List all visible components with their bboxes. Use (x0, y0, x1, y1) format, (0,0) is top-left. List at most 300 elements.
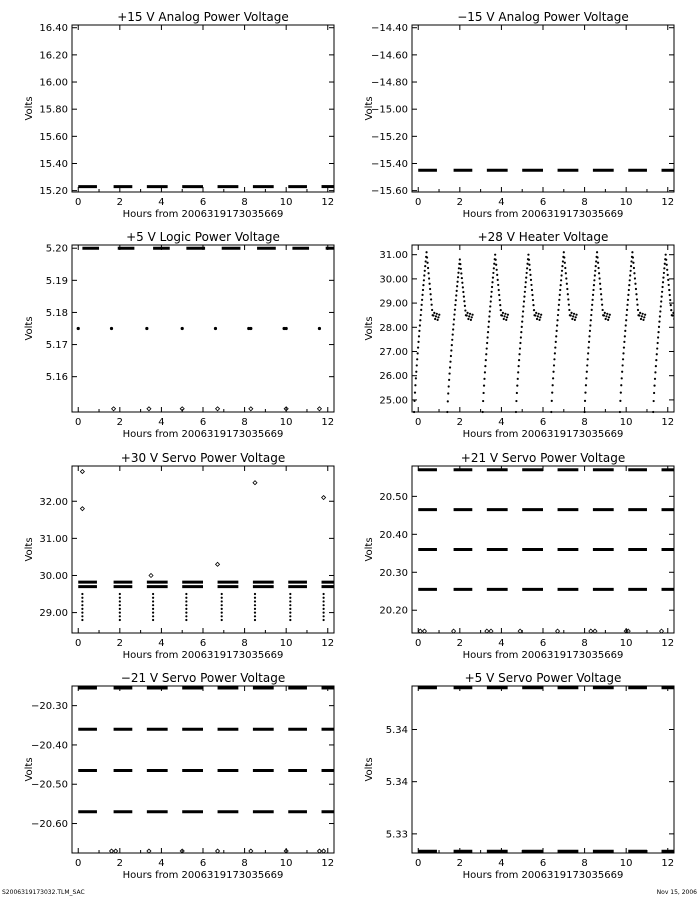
data-point (488, 321, 490, 323)
x-tick-label: 6 (199, 638, 207, 649)
y-tick-label: 29.00 (379, 298, 408, 310)
data-point (446, 411, 448, 413)
data-point (518, 365, 520, 367)
data-point (632, 256, 634, 258)
data-point (149, 573, 153, 577)
data-point (492, 272, 494, 274)
data-point (452, 323, 454, 325)
data-point (555, 335, 557, 337)
data-point (630, 260, 632, 262)
data-point (221, 608, 223, 610)
data-point (635, 288, 637, 290)
data-point (424, 270, 426, 272)
data-point (415, 371, 417, 373)
data-point (628, 284, 630, 286)
data-point (416, 364, 418, 366)
chart-title: +28 V Heater Voltage (477, 230, 609, 244)
chart-panel (24, 230, 334, 440)
data-point (456, 285, 458, 287)
data-point (496, 269, 498, 271)
chart-panel (24, 10, 334, 220)
data-point (557, 309, 559, 311)
data-point (652, 411, 654, 413)
data-point (454, 309, 456, 311)
data-point (81, 604, 83, 606)
data-point (668, 284, 670, 286)
data-point (559, 294, 561, 296)
data-point (656, 347, 658, 349)
x-tick-label: 4 (158, 638, 165, 649)
date-label: Nov 15, 2006 (656, 889, 697, 896)
data-point (80, 507, 84, 511)
y-axis-label: Volts (24, 757, 35, 782)
data-point (638, 314, 640, 316)
data-point (488, 315, 490, 317)
x-tick-label: 6 (539, 858, 547, 869)
x-axis-label: Hours from 2006319173035669 (122, 870, 284, 881)
data-point (464, 309, 466, 311)
data-point (655, 365, 657, 367)
x-tick-label: 4 (498, 417, 505, 428)
data-point (414, 384, 416, 386)
data-point (589, 330, 591, 332)
data-point (591, 309, 593, 311)
x-tick-label: 4 (498, 858, 505, 869)
data-point (254, 604, 256, 606)
data-point (422, 284, 424, 286)
x-tick-label: 12 (321, 858, 335, 869)
data-point (498, 289, 500, 291)
x-tick-label: 10 (279, 417, 293, 428)
data-point (483, 385, 485, 387)
chart-panel (364, 451, 674, 661)
data-point (584, 392, 586, 394)
data-point (110, 849, 114, 853)
data-point (81, 608, 83, 610)
data-point (152, 604, 154, 606)
data-point (540, 314, 542, 316)
data-point (492, 276, 494, 278)
data-point (628, 289, 630, 291)
data-point (666, 269, 668, 271)
data-point (574, 319, 576, 321)
data-point (483, 378, 485, 380)
data-point (431, 309, 433, 311)
x-tick-label: 10 (279, 197, 293, 208)
data-point (221, 604, 223, 606)
y-tick-label: 16.00 (39, 77, 68, 89)
data-point (430, 293, 432, 295)
data-point (456, 281, 458, 283)
data-point (450, 355, 452, 357)
data-point (429, 288, 431, 290)
data-point (500, 309, 502, 311)
data-point (81, 600, 83, 602)
data-point (323, 604, 325, 606)
data-point (322, 496, 326, 500)
data-point (426, 262, 428, 264)
data-point (81, 619, 83, 621)
data-point (518, 353, 520, 355)
x-tick-label: 2 (456, 638, 464, 649)
x-tick-label: 2 (116, 417, 124, 428)
data-point (114, 849, 118, 853)
y-tick-label: 5.17 (45, 340, 68, 352)
data-point (289, 608, 291, 610)
data-point (659, 315, 661, 317)
data-point (454, 304, 456, 306)
data-point (524, 286, 526, 288)
data-point (425, 260, 427, 262)
data-layer (418, 688, 674, 852)
data-point (449, 361, 451, 363)
data-point (670, 309, 672, 311)
data-point (493, 263, 495, 265)
data-point (216, 849, 220, 853)
data-point (634, 277, 636, 279)
data-point (285, 327, 288, 330)
data-point (675, 313, 677, 315)
y-tick-label: 29.00 (39, 608, 68, 620)
data-point (497, 284, 499, 286)
data-point (323, 619, 325, 621)
data-point (588, 335, 590, 337)
y-tick-label: 20.20 (379, 605, 408, 617)
x-tick-label: 0 (415, 858, 422, 869)
data-point (437, 316, 439, 318)
data-point (419, 324, 421, 326)
chart-panel (364, 671, 674, 881)
data-point (516, 392, 518, 394)
data-point (467, 318, 469, 320)
data-point (667, 279, 669, 281)
y-tick-label: 25.00 (379, 395, 408, 407)
data-point (554, 352, 556, 354)
x-tick-label: 12 (321, 417, 335, 428)
data-point (602, 309, 604, 311)
data-point (568, 309, 570, 311)
data-point (556, 319, 558, 321)
data-point (289, 593, 291, 595)
data-point (589, 324, 591, 326)
data-point (119, 604, 121, 606)
data-point (653, 392, 655, 394)
data-point (600, 293, 602, 295)
data-point (523, 300, 525, 302)
data-point (463, 300, 465, 302)
data-point (558, 299, 560, 301)
data-point (181, 327, 184, 330)
data-point (461, 277, 463, 279)
data-point (583, 411, 585, 413)
data-point (637, 309, 639, 311)
data-point (523, 296, 525, 298)
data-point (249, 327, 252, 330)
data-point (420, 309, 422, 311)
data-point (669, 294, 671, 296)
data-point (561, 265, 563, 267)
data-point (655, 359, 657, 361)
data-point (643, 316, 645, 318)
data-point (254, 619, 256, 621)
data-point (426, 256, 428, 258)
x-tick-label: 12 (661, 858, 675, 869)
x-tick-label: 2 (116, 638, 124, 649)
data-point (562, 260, 564, 262)
x-tick-label: 2 (456, 858, 464, 869)
data-point (560, 274, 562, 276)
data-point (529, 274, 531, 276)
data-point (119, 608, 121, 610)
data-point (437, 319, 439, 321)
data-point (216, 562, 220, 566)
data-point (665, 259, 667, 261)
data-point (495, 264, 497, 266)
data-point (147, 407, 151, 411)
data-point (631, 251, 633, 253)
x-tick-label: 2 (456, 197, 464, 208)
data-point (590, 314, 592, 316)
data-point (491, 286, 493, 288)
data-point (119, 619, 121, 621)
data-point (622, 364, 624, 366)
data-point (152, 611, 154, 613)
x-tick-label: 0 (415, 197, 422, 208)
data-point (417, 346, 419, 348)
data-point (525, 276, 527, 278)
data-point (323, 600, 325, 602)
data-point (425, 251, 427, 253)
data-point (432, 314, 434, 316)
data-point (482, 392, 484, 394)
data-point (457, 276, 459, 278)
data-point (632, 262, 634, 264)
y-tick-label: −15.40 (370, 158, 408, 170)
data-point (599, 283, 601, 285)
data-point (566, 288, 568, 290)
data-point (527, 254, 529, 256)
data-point (534, 314, 536, 316)
data-point (438, 314, 440, 316)
data-point (561, 270, 563, 272)
x-tick-label: 8 (241, 638, 248, 649)
data-point (640, 318, 642, 320)
data-point (653, 400, 655, 402)
chart-panel (24, 671, 334, 881)
data-point (592, 294, 594, 296)
data-point (430, 298, 432, 300)
data-point (521, 321, 523, 323)
data-point (147, 849, 151, 853)
data-point (464, 305, 466, 307)
data-point (567, 298, 569, 300)
data-point (639, 312, 641, 314)
x-tick-label: 8 (581, 197, 588, 208)
data-point (485, 353, 487, 355)
data-point (486, 342, 488, 344)
data-point (526, 272, 528, 274)
x-tick-label: 8 (581, 858, 588, 869)
y-tick-label: 30.00 (39, 570, 68, 582)
data-point (119, 615, 121, 617)
data-point (570, 314, 572, 316)
data-point (668, 289, 670, 291)
y-tick-label: 16.40 (39, 23, 68, 35)
data-point (623, 341, 625, 343)
data-point (670, 304, 672, 306)
data-point (625, 324, 627, 326)
data-point (487, 326, 489, 328)
data-point (608, 316, 610, 318)
y-tick-label: 30.00 (379, 274, 408, 286)
y-tick-label: 16.20 (39, 50, 68, 62)
data-point (452, 328, 454, 330)
data-point (516, 385, 518, 387)
data-point (521, 326, 523, 328)
data-point (587, 346, 589, 348)
data-point (433, 312, 435, 314)
x-tick-label: 10 (619, 417, 633, 428)
data-point (428, 283, 430, 285)
data-point (427, 272, 429, 274)
data-point (568, 304, 570, 306)
data-point (455, 299, 457, 301)
data-point (572, 315, 574, 317)
data-point (565, 277, 567, 279)
x-tick-label: 2 (456, 417, 464, 428)
y-tick-label: 5.18 (45, 307, 68, 319)
data-point (254, 600, 256, 602)
data-point (515, 400, 517, 402)
data-point (484, 371, 486, 373)
x-tick-label: 0 (75, 858, 82, 869)
data-point (497, 279, 499, 281)
data-point (530, 279, 532, 281)
data-point (323, 597, 325, 599)
data-point (423, 279, 425, 281)
data-point (459, 258, 461, 260)
data-point (434, 318, 436, 320)
data-point (519, 347, 521, 349)
x-tick-label: 4 (498, 197, 505, 208)
data-point (419, 319, 421, 321)
data-point (81, 615, 83, 617)
x-axis-label: Hours from 2006319173035669 (122, 209, 284, 220)
data-point (185, 608, 187, 610)
data-point (499, 304, 501, 306)
data-point (152, 600, 154, 602)
data-point (447, 392, 449, 394)
y-tick-label: −15.20 (370, 131, 408, 143)
y-axis-label: Volts (24, 537, 35, 562)
x-tick-label: 12 (321, 197, 335, 208)
data-point (458, 267, 460, 269)
data-point (538, 313, 540, 315)
data-point (490, 300, 492, 302)
data-point (676, 319, 678, 321)
y-tick-label: 15.20 (39, 186, 68, 198)
y-tick-label: −15.00 (370, 104, 408, 116)
data-point (487, 331, 489, 333)
data-point (491, 291, 493, 293)
y-axis-label: Volts (364, 537, 375, 562)
x-tick-label: 6 (539, 197, 547, 208)
data-point (185, 600, 187, 602)
data-point (254, 615, 256, 617)
chart-panel (364, 10, 674, 220)
data-point (624, 335, 626, 337)
data-point (633, 267, 635, 269)
x-tick-label: 0 (75, 197, 82, 208)
data-point (421, 304, 423, 306)
data-point (636, 304, 638, 306)
data-point (622, 358, 624, 360)
data-point (522, 310, 524, 312)
data-point (594, 270, 596, 272)
data-point (588, 341, 590, 343)
data-point (185, 604, 187, 606)
data-point (594, 274, 596, 276)
x-tick-label: 10 (619, 858, 633, 869)
x-tick-label: 6 (199, 858, 207, 869)
data-point (422, 289, 424, 291)
data-point (323, 615, 325, 617)
data-point (661, 291, 663, 293)
data-point (525, 281, 527, 283)
data-point (538, 319, 540, 321)
data-point (641, 315, 643, 317)
data-point (119, 611, 121, 613)
data-point (249, 407, 253, 411)
x-tick-label: 8 (241, 417, 248, 428)
data-point (636, 298, 638, 300)
data-point (620, 392, 622, 394)
data-point (620, 384, 622, 386)
data-point (417, 352, 419, 354)
data-point (586, 364, 588, 366)
data-point (657, 342, 659, 344)
data-point (663, 267, 665, 269)
data-point (515, 411, 517, 413)
data-point (598, 272, 600, 274)
data-point (77, 327, 80, 330)
data-point (591, 304, 593, 306)
y-tick-label: −14.80 (370, 77, 408, 89)
data-point (556, 324, 558, 326)
y-tick-label: −20.60 (30, 819, 68, 831)
data-point (601, 298, 603, 300)
data-point (642, 313, 644, 315)
data-point (526, 267, 528, 269)
data-point (323, 611, 325, 613)
data-point (317, 849, 321, 853)
data-point (560, 284, 562, 286)
data-point (656, 353, 658, 355)
data-point (494, 254, 496, 256)
data-point (152, 593, 154, 595)
data-point (466, 314, 468, 316)
data-point (110, 327, 113, 330)
data-point (595, 265, 597, 267)
data-point (81, 611, 83, 613)
data-point (532, 304, 534, 306)
data-point (590, 319, 592, 321)
data-point (460, 272, 462, 274)
data-point (596, 251, 598, 253)
data-point (567, 293, 569, 295)
x-tick-label: 0 (415, 638, 422, 649)
data-point (414, 392, 416, 394)
